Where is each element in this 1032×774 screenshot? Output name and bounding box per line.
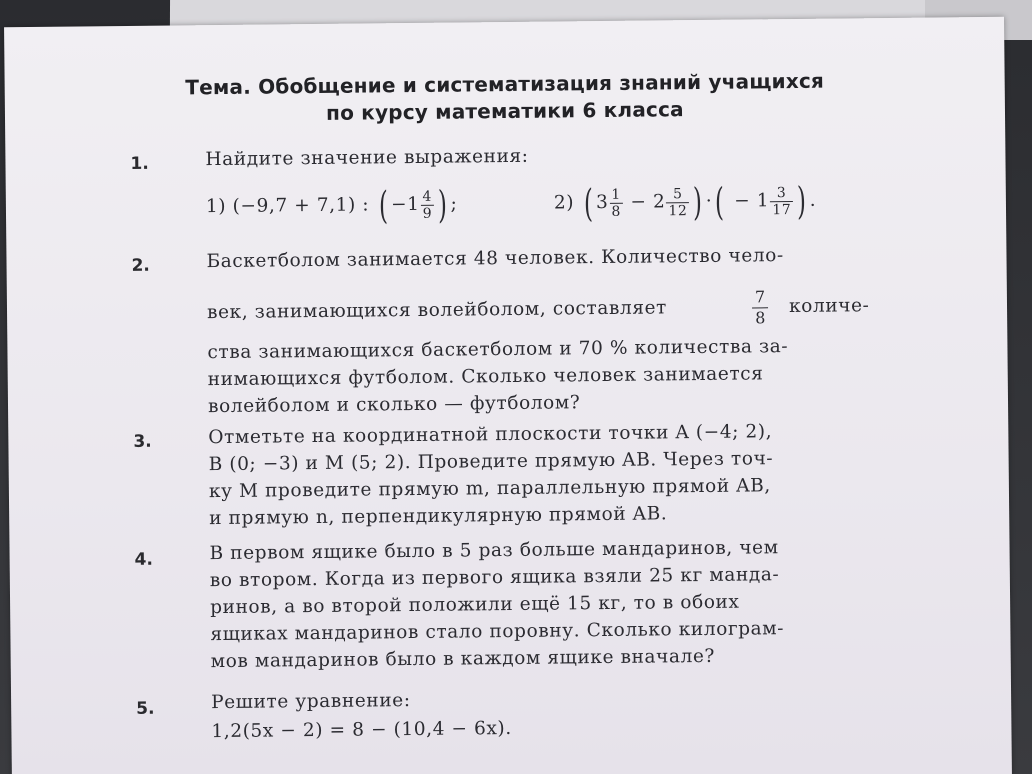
task-4-number: 4. <box>134 549 154 570</box>
title-text-1: Обобщение и систематизация знаний учащихся <box>258 68 825 99</box>
task-2-line-1: Баскетболом занимается 48 человек. Количество чело- <box>206 245 784 273</box>
task-3-line-2: B (0; −3) и M (5; 2). Проведите прямую AB. Через точ- <box>208 448 774 476</box>
expr1-end: ; <box>450 193 458 215</box>
page-title-line-2: по курсу математики 6 класса <box>325 97 684 125</box>
task-2-line-4: нимающихся футболом. Сколько человек занимается <box>207 363 764 391</box>
task-4-line-4: ящиках мандаринов стало поровну. Сколько килограм- <box>210 618 785 646</box>
task-5-heading: Решите уравнение: <box>211 690 411 714</box>
task-4-line-5: мов мандаринов было в каждом ящике вначале? <box>210 645 716 673</box>
expr1-fraction <box>420 188 434 221</box>
worksheet-page <box>4 17 1012 774</box>
fraction-numerator: 7 <box>752 287 768 308</box>
task-2-line-2-end: количе- <box>788 295 870 318</box>
task-3-line-1: Отметьте на координатной плоскости точки A (−4; 2), <box>208 421 773 449</box>
task-2-number: 2. <box>131 255 150 276</box>
task-3-line-4: и прямую n, перпендикулярную прямой AB. <box>209 503 668 530</box>
task-2-fraction <box>752 287 769 328</box>
expr2-b-whole: 2 <box>652 191 666 213</box>
fraction-denominator: 8 <box>611 203 622 220</box>
paren-close: ) <box>693 179 703 225</box>
task-1-expression-2 <box>553 178 817 226</box>
task-5-equation: 1,2(5x − 2) = 8 − (10,4 − 6x). <box>211 717 512 743</box>
task-4-line-2: во втором. Когда из первого ящика взяли 25 кг манда- <box>209 564 780 592</box>
task-2-line-2: век, занимающихся волейболом, составляет <box>206 297 668 324</box>
task-4-line-3: ринов, а во второй положили ещё 15 кг, то в обоих <box>210 591 740 619</box>
task-2-line-3: ства занимающихся баскетболом и 70 % количества за- <box>207 336 789 364</box>
fraction-numerator: 4 <box>420 188 434 205</box>
expr1-whole: −1 <box>390 193 420 216</box>
task-1-expression-1 <box>205 182 458 228</box>
fraction-numerator: 3 <box>770 185 793 202</box>
task-1-heading: Найдите значение выражения: <box>205 145 529 171</box>
task-4-line-1: В первом ящике было в 5 раз больше мандаринов, чем <box>209 537 779 565</box>
paren-open: ( <box>378 183 389 228</box>
task-2-line-5: волейболом и сколько — футболом? <box>207 392 581 418</box>
minus-sign: − <box>630 191 647 213</box>
expr2-end: . <box>809 189 817 211</box>
fraction-numerator: 1 <box>609 186 623 203</box>
paren-close: ) <box>437 182 448 227</box>
expr2-a-whole: 3 <box>595 191 609 214</box>
fraction-denominator: 12 <box>668 202 688 219</box>
expr2-label: 2) <box>553 192 575 214</box>
dot-sign: · <box>705 190 713 212</box>
title-prefix: Тема. <box>185 74 252 100</box>
fraction-numerator: 5 <box>666 186 689 203</box>
expr2-b-fraction <box>666 186 689 219</box>
fraction-denominator: 8 <box>755 308 766 328</box>
paren-open: ( <box>715 179 725 224</box>
task-3-number: 3. <box>133 431 152 452</box>
expr1-text: (−9,7 + 7,1) : <box>232 194 370 217</box>
task-3-line-3: ку M проведите прямую m, параллельную прямой AB, <box>208 475 771 503</box>
fraction-denominator: 17 <box>772 201 792 218</box>
task-5-number: 5. <box>136 698 155 719</box>
paren-open: ( <box>583 181 594 226</box>
task-1-number: 1. <box>130 153 149 174</box>
expr2-c-whole: − 1 <box>734 190 770 212</box>
paren-close: ) <box>797 178 807 223</box>
expr1-label: 1) <box>205 195 227 218</box>
expr2-c-fraction <box>770 185 793 218</box>
fraction-denominator: 9 <box>422 205 433 222</box>
expr2-a-fraction <box>609 186 623 219</box>
